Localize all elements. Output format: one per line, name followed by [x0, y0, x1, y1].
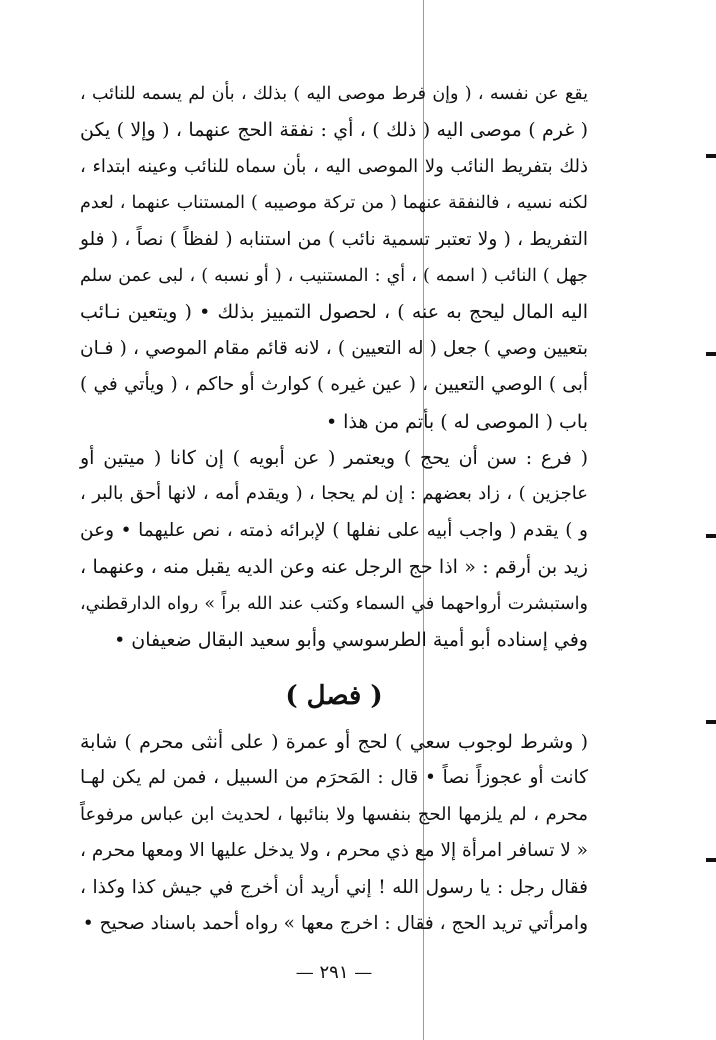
text-line: جهل ) النائب ( اسمه ) ، أي : المستنيب ، ( أو نسبه ) ، لبى عمن سلم: [80, 265, 588, 286]
margin-edge-mark: [706, 720, 716, 724]
paragraph-2: [80, 440, 588, 658]
text-line: بتعيين وصي ) جعل ( له التعيين ) ، لانه قائم مقام الموصي ، ( فـان: [80, 337, 588, 359]
text-line: عاجزين ) ، زاد بعضهم : إن لم يحجا ، ( ويقدم أمه ، لانها أحق بالبر ،: [80, 483, 588, 505]
text-line: ( وشرط لوجوب سعي ) لحج أو عمرة ( على أنثى محرم ) شابة: [80, 731, 588, 753]
paragraph-3: [80, 724, 588, 942]
text-line: وامرأتي تريد الحج ، فقال : اخرج معها » رواه أحمد باسناد صحيح •: [82, 912, 588, 934]
text-line: زيد بن أرقم : « اذا حج الرجل عنه وعن الديه يقبل منه ، وعنهما ،: [80, 556, 588, 579]
margin-edge-mark: [706, 534, 716, 538]
text-line: محرم ، لم يلزمها الحج بنفسها ولا بنائبها ، لحديث ابن عباس مرفوعاً: [80, 803, 588, 825]
margin-edge-mark: [706, 352, 716, 356]
text-line: يقع عن نفسه ، ( وإن فرط موصى اليه ) بذلك ، بأن لم يسمه للنائب ،: [80, 84, 588, 104]
page-number: — ٢٩١ —: [295, 962, 373, 983]
text-line: أبى ) الوصي التعيين ، ( عين غيره ) كوارث أو حاكم ، ( ويأتي في ): [80, 374, 588, 396]
text-line: كانت أو عجوزاً نصاً • قال : المَحرَم من السبيل ، فمن لم يكن لهـا: [80, 767, 588, 789]
text-line: و ) يقدم ( واجب أبيه على نفلها ) لإبرائه ذمته ، نص عليهما • وعن: [80, 519, 588, 541]
text-line: اليه المال ليحج به عنه ) ، لحصول التمييز بذلك • ( ويتعين نـائب: [80, 301, 588, 324]
text-line: التفريط ، ( ولا تعتبر تسمية نائب ) من استنابه ( لفظاً ) نصاً ، ( فلو: [80, 228, 588, 250]
text-line: ذلك بتفريط النائب ولا الموصى اليه ، بأن سماه للنائب وعينه ابتداء ،: [80, 155, 588, 177]
text-line: لكنه نسيه ، فالنفقة عنهما ( من تركة موصيبه ) المستناب عنهما ، لعدم: [80, 193, 588, 214]
text-line: ( غرم ) موصى اليه ( ذلك ) ، أي : نفقة الحج عنهما ، ( وإلا ) يكن: [80, 119, 588, 142]
text-line: باب ( الموصى له ) بأتم من هذا •: [325, 410, 588, 433]
section-heading: ( فصل ): [285, 681, 383, 711]
paragraph-1: [80, 76, 588, 440]
margin-edge-mark: [706, 154, 716, 158]
text-line: فقال رجل : يا رسول الله ! إني أريد أن أخرج في جيش كذا وكذا ،: [80, 876, 588, 898]
text-line: وفي إسناده أبو أمية الطرسوسي وأبو سعيد البقال ضعيفان •: [114, 628, 588, 651]
text-line: واستبشرت أرواحهما في السماء وكتب عند الله براً » رواه الدارقطني،: [80, 593, 588, 614]
text-line: « لا تسافر امرأة إلا مع ذي محرم ، ولا يدخل عليها الا ومعها محرم ،: [80, 840, 588, 862]
margin-edge-mark: [706, 858, 716, 862]
text-line: ( فرع : سن أن يحج ) ويعتمر ( عن أبويه ) إن كانا ( ميتين أو: [80, 447, 588, 469]
